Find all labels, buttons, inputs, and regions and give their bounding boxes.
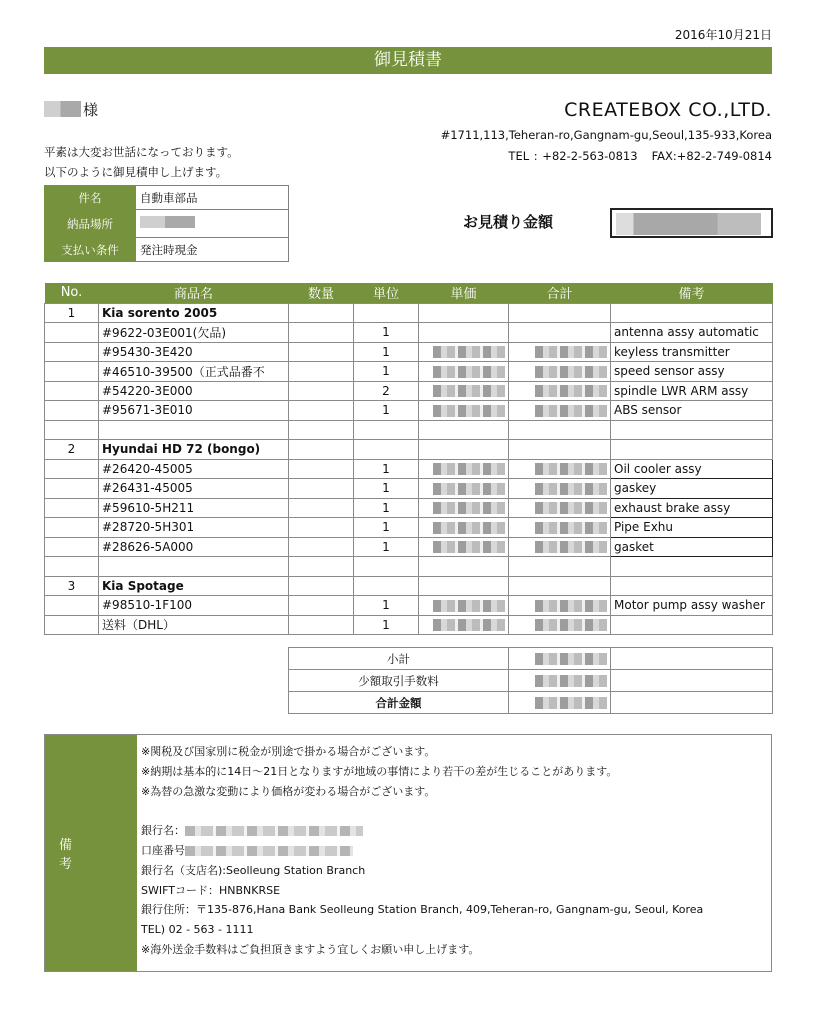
item-note <box>611 440 773 460</box>
document-title: 御見積書 <box>44 47 772 74</box>
item-row <box>45 557 773 577</box>
redacted-estimate-amount <box>616 213 761 235</box>
bank-tel: TEL) 02 - 563 - 1111 <box>141 923 254 937</box>
item-no <box>45 459 99 479</box>
item-quantity <box>289 498 354 518</box>
item-total <box>509 381 611 401</box>
item-unit: 1 <box>354 459 419 479</box>
item-unit: 2 <box>354 381 419 401</box>
item-quantity <box>289 362 354 382</box>
item-row <box>45 323 773 343</box>
item-quantity <box>289 596 354 616</box>
redacted-line-total <box>535 366 607 378</box>
item-total <box>509 518 611 538</box>
item-unit <box>354 303 419 323</box>
item-unit-price <box>419 342 509 362</box>
item-no <box>45 362 99 382</box>
subject-label: 件名 <box>45 186 136 210</box>
item-unit: 1 <box>354 323 419 343</box>
redacted-line-total <box>535 619 607 631</box>
item-row <box>45 401 773 421</box>
item-total <box>509 440 611 460</box>
redacted-line-total <box>535 385 607 397</box>
subtotal-label: 小計 <box>289 648 509 670</box>
item-total <box>509 323 611 343</box>
item-quantity <box>289 440 354 460</box>
info-row-delivery <box>45 210 289 238</box>
item-row <box>45 537 773 557</box>
total-label: 合計金額 <box>289 692 509 714</box>
estimate-label: お見積り金額 <box>463 213 554 231</box>
company-tel: TEL : +82-2-563-0813 <box>508 149 638 163</box>
item-unit-price <box>419 420 509 440</box>
item-note <box>611 576 773 596</box>
item-row <box>45 459 773 479</box>
group-row <box>45 303 773 323</box>
item-unit-price <box>419 615 509 635</box>
item-total <box>509 537 611 557</box>
item-note: spindle LWR ARM assy <box>611 381 773 401</box>
item-name: #26420-45005 <box>99 459 289 479</box>
redacted-unit-price <box>433 619 505 631</box>
item-name: #98510-1F100 <box>99 596 289 616</box>
account-line <box>141 841 771 861</box>
item-quantity <box>289 381 354 401</box>
item-total <box>509 303 611 323</box>
company-contact <box>508 149 772 163</box>
redacted-line-total <box>535 522 607 534</box>
header-no: No. <box>45 283 99 303</box>
summary-table <box>288 647 773 714</box>
item-row <box>45 596 773 616</box>
item-quantity <box>289 323 354 343</box>
item-unit: 1 <box>354 537 419 557</box>
redacted-unit-price <box>433 366 505 378</box>
item-unit-price <box>419 596 509 616</box>
redacted-line-total <box>535 483 607 495</box>
delivery-value <box>136 210 289 238</box>
header-product-name: 商品名 <box>99 283 289 303</box>
item-unit: 1 <box>354 342 419 362</box>
item-unit: 1 <box>354 401 419 421</box>
item-total <box>509 342 611 362</box>
redacted-unit-price <box>433 483 505 495</box>
total-row <box>289 692 773 714</box>
redacted-unit-price <box>433 600 505 612</box>
item-name: 送料（DHL） <box>99 615 289 635</box>
item-quantity <box>289 479 354 499</box>
item-note: Pipe Exhu <box>611 518 773 538</box>
item-note: Motor pump assy washer <box>611 596 773 616</box>
header-unit: 単位 <box>354 283 419 303</box>
item-row <box>45 615 773 635</box>
item-quantity <box>289 576 354 596</box>
item-name: Hyundai HD 72 (bongo) <box>99 440 289 460</box>
item-total <box>509 498 611 518</box>
item-unit-price <box>419 303 509 323</box>
remark-tax: ※関税及び国家別に税金が別途で掛かる場合がございます。 <box>141 745 436 758</box>
remarks-label: 備 考 <box>45 735 137 971</box>
item-note: speed sensor assy <box>611 362 773 382</box>
fee-label: 少額取引手数料 <box>289 670 509 692</box>
item-row <box>45 362 773 382</box>
item-name: #28720-5H301 <box>99 518 289 538</box>
item-quantity <box>289 342 354 362</box>
remarks-body <box>137 735 771 971</box>
item-no <box>45 479 99 499</box>
customer-name <box>44 99 98 119</box>
redacted-unit-price <box>433 502 505 514</box>
greeting-line-2: 以下のように御見積申し上げます。 <box>44 165 228 179</box>
subject-value: 自動車部品 <box>136 186 289 210</box>
item-unit-price <box>419 381 509 401</box>
document-date: 2016年10月21日 <box>674 28 772 42</box>
item-row <box>45 420 773 440</box>
item-no <box>45 342 99 362</box>
item-quantity <box>289 459 354 479</box>
item-quantity <box>289 518 354 538</box>
company-address: #1711,113,Teheran-ro,Gangnam-gu,Seoul,135-933,Korea <box>440 128 772 142</box>
info-row-subject <box>45 186 289 210</box>
company-fax: FAX:+82-2-749-0814 <box>651 149 772 163</box>
remark-spacer <box>141 801 771 821</box>
items-header-row <box>45 283 773 303</box>
item-quantity <box>289 615 354 635</box>
item-note: antenna assy automatic <box>611 323 773 343</box>
item-total <box>509 401 611 421</box>
item-total <box>509 576 611 596</box>
item-name: #95430-3E420 <box>99 342 289 362</box>
item-no <box>45 615 99 635</box>
item-no: 3 <box>45 576 99 596</box>
remittance-fee-note: ※海外送金手数料はご負担頂きますよう宜しくお願い申し上げます。 <box>141 942 480 956</box>
item-name: #54220-3E000 <box>99 381 289 401</box>
item-unit: 1 <box>354 479 419 499</box>
info-table <box>44 185 289 262</box>
redacted-customer <box>44 101 81 117</box>
item-name: Kia Spotage <box>99 576 289 596</box>
item-no <box>45 498 99 518</box>
item-unit-price <box>419 459 509 479</box>
header-total: 合計 <box>509 283 611 303</box>
item-unit-price <box>419 576 509 596</box>
fee-row <box>289 670 773 692</box>
redacted-fee <box>535 675 607 687</box>
item-unit-price <box>419 323 509 343</box>
item-note <box>611 557 773 577</box>
redacted-delivery <box>140 216 195 228</box>
item-no: 2 <box>45 440 99 460</box>
redacted-bank-name <box>185 826 363 836</box>
remarks-section <box>44 734 772 972</box>
item-name: #9622-03E001(欠品) <box>99 323 289 343</box>
item-name: #28626-5A000 <box>99 537 289 557</box>
subtotal-note <box>611 648 773 670</box>
redacted-line-total <box>535 405 607 417</box>
item-note: ABS sensor <box>611 401 773 421</box>
redacted-unit-price <box>433 522 505 534</box>
redacted-unit-price <box>433 346 505 358</box>
item-row <box>45 498 773 518</box>
redacted-subtotal <box>535 653 607 665</box>
bank-address: 銀行住所：〒135-876,Hana Bank Seolleung Station Branch, 409,Teheran-ro, Gangnam-gu, Seoul, Korea <box>141 903 704 917</box>
item-unit: 1 <box>354 615 419 635</box>
payment-label: 支払い条件 <box>45 238 136 262</box>
bank-name-line <box>141 821 771 841</box>
items-table <box>44 283 773 635</box>
item-row <box>45 479 773 499</box>
item-name: #95671-3E010 <box>99 401 289 421</box>
item-total <box>509 362 611 382</box>
item-total <box>509 420 611 440</box>
redacted-account <box>185 846 353 856</box>
item-unit-price <box>419 440 509 460</box>
fee-note <box>611 670 773 692</box>
total-note <box>611 692 773 714</box>
item-no <box>45 401 99 421</box>
item-no <box>45 557 99 577</box>
item-name: #26431-45005 <box>99 479 289 499</box>
payment-value: 発注時現金 <box>136 238 289 262</box>
item-no <box>45 323 99 343</box>
item-unit <box>354 576 419 596</box>
account-label: 口座番号 <box>141 843 185 857</box>
item-total <box>509 615 611 635</box>
item-no <box>45 518 99 538</box>
redacted-line-total <box>535 463 607 475</box>
item-row <box>45 342 773 362</box>
item-unit-price <box>419 362 509 382</box>
item-name <box>99 557 289 577</box>
item-no <box>45 596 99 616</box>
total-value <box>509 692 611 714</box>
item-quantity <box>289 537 354 557</box>
item-name <box>99 420 289 440</box>
redacted-unit-price <box>433 463 505 475</box>
item-quantity <box>289 401 354 421</box>
item-note: gasket <box>611 537 773 557</box>
item-unit-price <box>419 557 509 577</box>
item-row <box>45 381 773 401</box>
redacted-line-total <box>535 502 607 514</box>
item-unit <box>354 420 419 440</box>
item-unit-price <box>419 537 509 557</box>
redacted-line-total <box>535 541 607 553</box>
subtotal-value <box>509 648 611 670</box>
item-note: Oil cooler assy <box>611 459 773 479</box>
group-row <box>45 440 773 460</box>
item-unit-price <box>419 401 509 421</box>
redacted-unit-price <box>433 541 505 553</box>
item-note: exhaust brake assy <box>611 498 773 518</box>
item-row <box>45 518 773 538</box>
bank-name-label: 銀行名： <box>141 824 185 838</box>
item-unit <box>354 557 419 577</box>
item-unit <box>354 440 419 460</box>
item-no <box>45 537 99 557</box>
group-row <box>45 576 773 596</box>
item-unit-price <box>419 479 509 499</box>
header-unit-price: 単価 <box>419 283 509 303</box>
item-note: keyless transmitter <box>611 342 773 362</box>
remark-exchange: ※為替の急激な変動により価格が変わる場合がございます。 <box>141 784 436 798</box>
bank-branch: 銀行名（支店名):Seolleung Station Branch <box>141 863 366 877</box>
remark-delivery: ※納期は基本的に14日～21日となりますが地域の事情により若干の差が生じることがあります。 <box>141 764 618 778</box>
bank-swift: SWIFTコード：HNBNKRSE <box>141 883 281 897</box>
header-quantity: 数量 <box>289 283 354 303</box>
item-unit: 1 <box>354 362 419 382</box>
item-no: 1 <box>45 303 99 323</box>
item-total <box>509 557 611 577</box>
redacted-total <box>535 697 607 709</box>
company-name: CREATEBOX CO.,LTD. <box>564 99 772 121</box>
item-name: #59610-5H211 <box>99 498 289 518</box>
item-no <box>45 381 99 401</box>
item-unit: 1 <box>354 518 419 538</box>
customer-suffix: 様 <box>83 100 99 119</box>
redacted-line-total <box>535 600 607 612</box>
header-notes: 備考 <box>611 283 773 303</box>
item-total <box>509 596 611 616</box>
item-note <box>611 303 773 323</box>
item-no <box>45 420 99 440</box>
item-unit: 1 <box>354 498 419 518</box>
info-row-payment <box>45 238 289 262</box>
item-quantity <box>289 420 354 440</box>
item-total <box>509 479 611 499</box>
delivery-label: 納品場所 <box>45 210 136 238</box>
item-unit: 1 <box>354 596 419 616</box>
item-note <box>611 420 773 440</box>
item-name: Kia sorento 2005 <box>99 303 289 323</box>
estimate-amount-box <box>610 208 773 238</box>
item-note <box>611 615 773 635</box>
item-unit-price <box>419 498 509 518</box>
item-name: #46510-39500（正式品番不 <box>99 362 289 382</box>
subtotal-row <box>289 648 773 670</box>
item-unit-price <box>419 518 509 538</box>
greeting-line-1: 平素は大変お世話になっております。 <box>44 145 239 159</box>
item-quantity <box>289 303 354 323</box>
item-quantity <box>289 557 354 577</box>
redacted-unit-price <box>433 385 505 397</box>
item-total <box>509 459 611 479</box>
redacted-unit-price <box>433 405 505 417</box>
item-note: gaskey <box>611 479 773 499</box>
redacted-line-total <box>535 346 607 358</box>
fee-value <box>509 670 611 692</box>
